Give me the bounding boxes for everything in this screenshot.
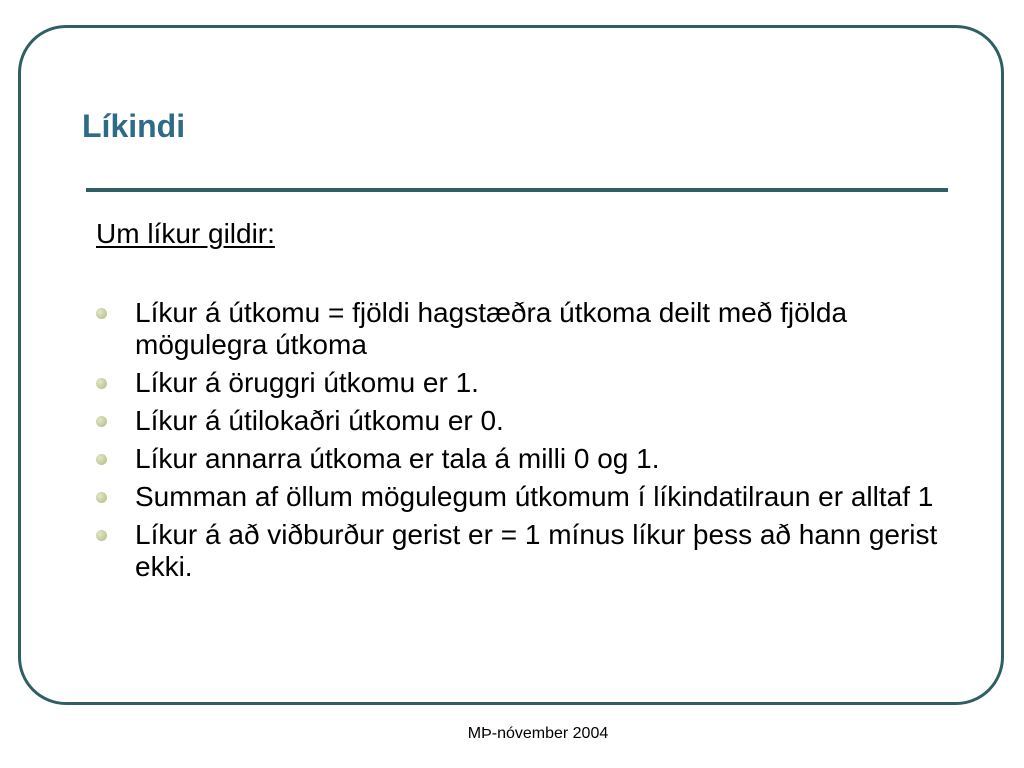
bullet-item (96, 519, 946, 583)
bullet-text: Líkur á að viðburður gerist er = 1 mínus líkur þess að hann gerist ekki. (135, 519, 938, 582)
bullet-icon (96, 492, 107, 503)
bullet-text: Líkur á öruggri útkomu er 1. (135, 367, 479, 398)
bullet-item (96, 297, 946, 361)
subheading: Um líkur gildir: (96, 218, 275, 249)
bullet-icon (96, 530, 107, 541)
bullet-item (96, 405, 946, 437)
bullet-text: Líkur á útilokaðri útkomu er 0. (135, 405, 504, 436)
slide-footer: MÞ-nóvember 2004 (467, 725, 609, 742)
bullet-icon (96, 308, 107, 319)
bullet-list (96, 297, 946, 589)
bullet-text: Líkur á útkomu = fjöldi hagstæðra útkoma deilt með fjölda mögulegra útkoma (135, 297, 848, 360)
bullet-text: Summan af öllum mögulegum útkomum í líkindatilraun er alltaf 1 (135, 481, 934, 512)
bullet-text: Líkur annarra útkoma er tala á milli 0 og 1. (135, 443, 660, 474)
bullet-item (96, 367, 946, 399)
bullet-item (96, 443, 946, 475)
bullet-icon (96, 416, 107, 427)
bullet-icon (96, 378, 107, 389)
slide-title: Líkindi (82, 108, 186, 144)
bullet-icon (96, 454, 107, 465)
bullet-item (96, 481, 946, 513)
title-divider (86, 188, 948, 192)
